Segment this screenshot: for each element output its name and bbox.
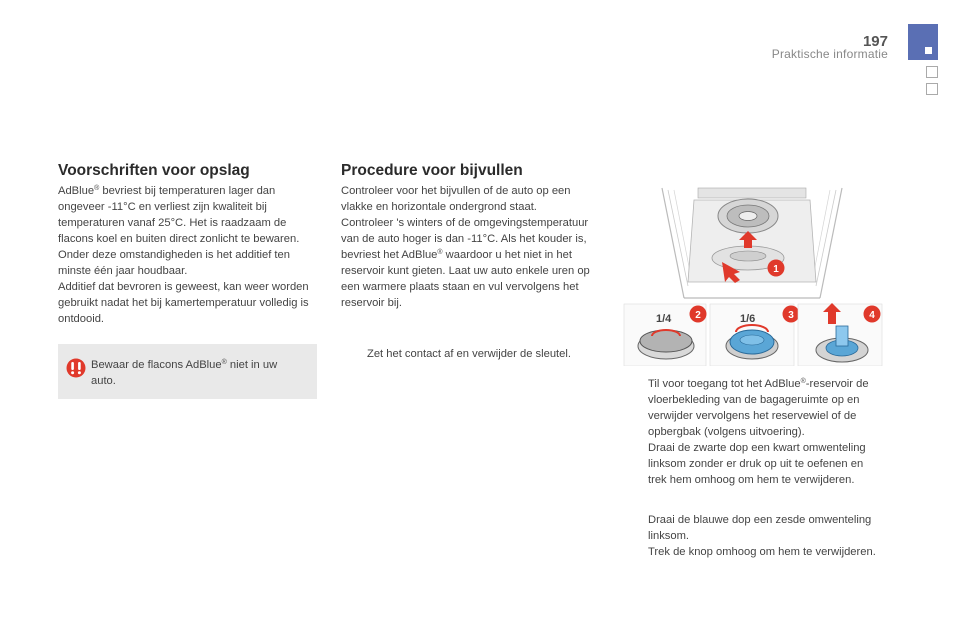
refill-heading: Procedure voor bijvullen — [341, 162, 523, 179]
step-text: Draai de zwarte dop een kwart omwenteling linksom zonder er druk op uit te oefenen en trek hem omhoog om hem te verwijderen. — [648, 442, 866, 486]
warning-exclamation-icon — [66, 358, 86, 378]
section-tab — [908, 24, 938, 60]
storage-paragraph-1: AdBlue® bevriest bij temperaturen lager dan ongeveer -11°C en verliest zijn kwaliteit bij temperaturen vanaf 25°C. Het is raadzaam de flacons koel en buiten direct zonlicht te bewaren. — [58, 185, 300, 245]
refill-text — [341, 183, 599, 311]
storage-text — [58, 183, 318, 327]
storage-heading: Voorschriften voor opslag — [58, 162, 250, 179]
trunk-image — [660, 186, 842, 298]
step-ignition-off — [341, 346, 603, 362]
tab-box-2 — [926, 83, 938, 95]
svg-text:2: 2 — [695, 310, 701, 321]
storage-paragraph-2: Onder deze omstandigheden is het additief ten minste één jaar houdbaar. — [58, 249, 290, 277]
step-blue-cap — [622, 512, 884, 544]
refill-paragraph-2: Controleer 's winters of de omgevingstemperatuur van de auto hoger is dan -11°C. Als het kouder is, bevriest het AdBlue® waardoor u het niet in het reservoir kunt gieten. Laat uw auto enkele uren op een warmere plaats staan en vul vervolgens het reservoir bij. — [341, 217, 590, 309]
section-title: Praktische informatie — [771, 47, 888, 61]
storage-paragraph-3: Additief dat bevroren is geweest, kan weer worden gebruikt nadat het bij kamertemperatuur volledig is ontdooid. — [58, 281, 309, 325]
adblue-refill-illustration — [622, 186, 884, 366]
warning-text: Bewaar de flacons AdBlue® niet in uw auto. — [91, 359, 278, 387]
sixth-turn-label: 1/6 — [740, 313, 756, 325]
tab-box-1 — [926, 66, 938, 78]
step-pull-knob — [622, 544, 884, 560]
svg-text:1: 1 — [773, 264, 779, 275]
svg-text:3: 3 — [788, 310, 794, 321]
step-text: Trek de knop omhoog om hem te verwijderen. — [648, 546, 876, 558]
tab-marker — [925, 47, 932, 54]
svg-text:4: 4 — [869, 310, 875, 321]
quarter-turn-label: 1/4 — [656, 313, 672, 325]
step-lift-floor — [622, 376, 884, 440]
step-text: Zet het contact af en verwijder de sleutel. — [367, 348, 571, 360]
warning-box — [58, 344, 317, 399]
step-text: Draai de blauwe dop een zesde omwenteling linksom. — [648, 514, 872, 542]
step-black-cap — [622, 440, 884, 488]
refill-paragraph-1: Controleer voor het bijvullen of de auto op een vlakke en horizontale ondergrond staat. — [341, 185, 571, 213]
page-number: 197 — [862, 33, 888, 50]
step-text: Til voor toegang tot het AdBlue®-reservoir de vloerbekleding van de bagageruimte op en verwijder vervolgens het reservewiel of de opbergbak (volgens uitvoering). — [648, 378, 869, 438]
